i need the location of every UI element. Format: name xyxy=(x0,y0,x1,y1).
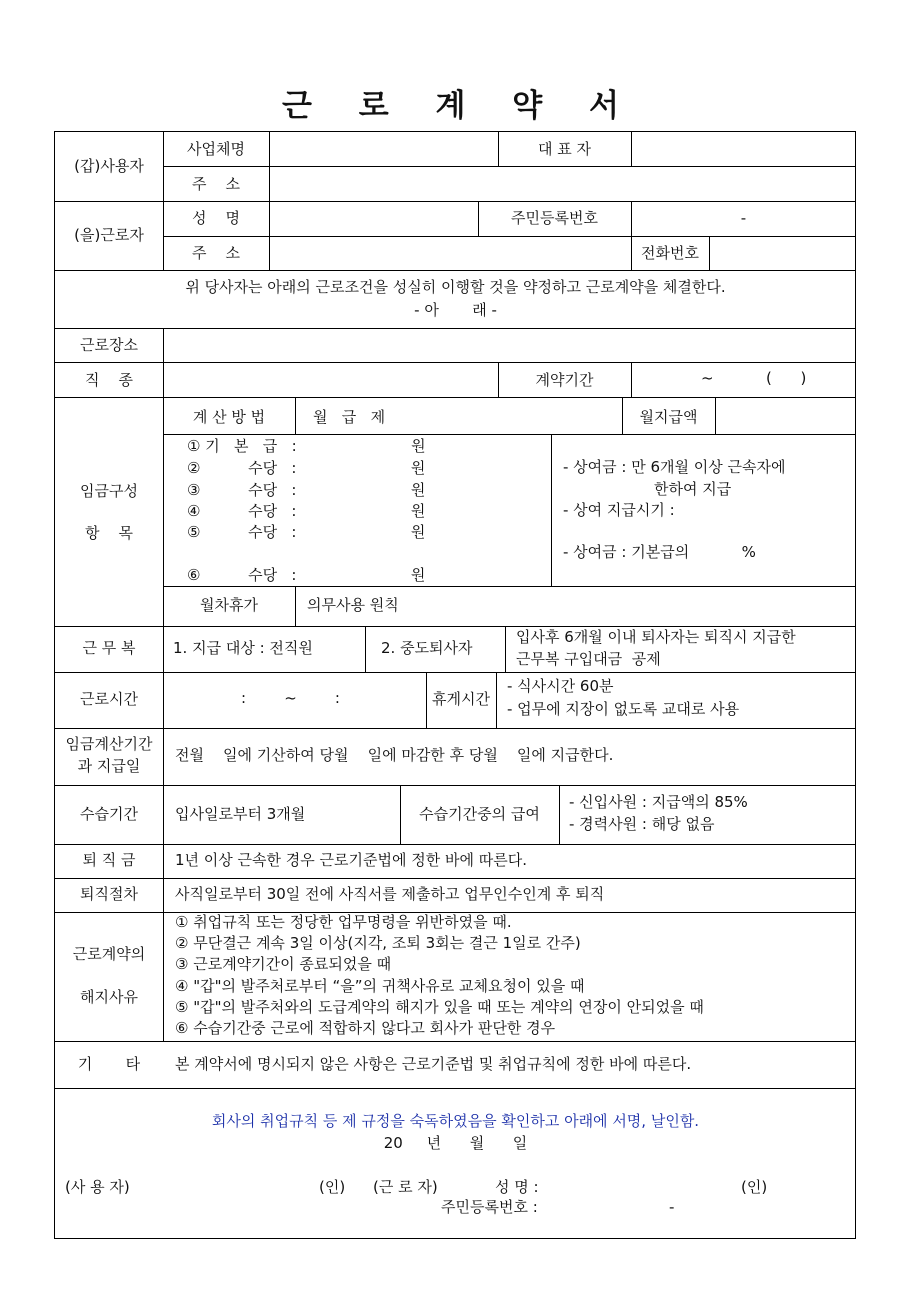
other-label: 기 타 xyxy=(77,1055,141,1073)
pay-period-value[interactable]: 전월 일에 기산하여 당월 일에 마감한 후 당월 일에 지급한다. xyxy=(175,746,614,764)
confirm-statement: 회사의 취업규칙 등 제 규정을 숙독하였음을 확인하고 아래에 서명, 날인함. xyxy=(211,1112,700,1130)
uniform-note-1: 입사후 6개월 이내 퇴사자는 퇴직시 지급한 xyxy=(516,628,796,646)
termination-item: ③ 근로계약기간이 종료되었을 때 xyxy=(175,955,392,973)
sign-date[interactable]: 20 년 월 일 xyxy=(383,1134,528,1152)
resign-value: 사직일로부터 30일 전에 사직서를 제출하고 업무인수인계 후 퇴직 xyxy=(175,885,605,903)
break-line: - 업무에 지장이 없도록 교대로 사용 xyxy=(507,700,740,718)
calc-method-label: 계 산 방 법 xyxy=(192,408,266,426)
calc-method-value: 월 급 제 xyxy=(313,408,386,426)
monthly-pay-label: 월지급액 xyxy=(639,408,698,426)
ceo-label: 대 표 자 xyxy=(537,140,591,158)
employee-name-label: 성 명 xyxy=(191,209,241,227)
phone-label: 전화번호 xyxy=(641,244,699,262)
probation-pay-line: - 신입사원 : 지급액의 85% xyxy=(569,793,748,811)
uniform-note-2: 근무복 구입대금 공제 xyxy=(516,650,661,668)
uniform-item-2: 2. 중도퇴사자 xyxy=(381,639,473,657)
termination-item: ⑥ 수습기간중 근로에 적합하지 않다고 회사가 판단한 경우 xyxy=(175,1019,556,1037)
monthly-pay-field[interactable] xyxy=(715,400,856,432)
probation-value: 입사일로부터 3개월 xyxy=(175,805,306,823)
wage-item: ⑥ 수당 : 원 xyxy=(187,566,426,584)
severance-label: 퇴 직 금 xyxy=(82,851,136,869)
termination-label-2: 해지사유 xyxy=(80,988,138,1006)
wage-label-2: 항 목 xyxy=(84,524,134,542)
employer-sign-label: (사 용 자) xyxy=(65,1178,130,1196)
company-name-label: 사업체명 xyxy=(187,140,245,158)
other-value: 본 계약서에 명시되지 않은 사항은 근로기준법 및 취업규칙에 정한 바에 따른다. xyxy=(175,1055,692,1073)
termination-item: ① 취업규칙 또는 정당한 업무명령을 위반하였을 때. xyxy=(175,913,512,931)
wage-item: ⑤ 수당 : 원 xyxy=(187,523,426,541)
leave-label: 월차휴가 xyxy=(200,596,258,614)
termination-label-1: 근로계약의 xyxy=(72,945,146,963)
bonus-line: - 상여금 : 만 6개월 이상 근속자에 xyxy=(563,458,786,476)
job-label: 직 종 xyxy=(84,371,134,389)
wage-label-1: 임금구성 xyxy=(80,482,138,500)
bonus-line: - 상여금 : 기본급의 % xyxy=(563,543,756,561)
rrn-label: 주민등록번호 xyxy=(511,209,598,227)
wage-item: ② 수당 : 원 xyxy=(187,459,426,477)
employee-name-sign-label: 성 명 : xyxy=(495,1178,539,1196)
probation-label: 수습기간 xyxy=(80,805,138,823)
pay-period-label-1: 임금계산기간 xyxy=(65,735,153,753)
termination-item: ⑤ "갑"의 발주처와의 도급계약의 해지가 있을 때 또는 계약의 연장이 안되었을 때 xyxy=(175,998,704,1016)
bonus-line: 한하여 지급 xyxy=(654,480,732,498)
employee-address-field[interactable] xyxy=(269,238,631,268)
workplace-label: 근로장소 xyxy=(80,336,138,354)
work-hours-label: 근로시간 xyxy=(80,690,138,708)
employee-sign-label: (근 로 자) xyxy=(373,1178,438,1196)
wage-item: ④ 수당 : 원 xyxy=(187,502,426,520)
employer-seal[interactable]: (인) xyxy=(319,1178,346,1196)
termination-item: ② 무단결근 계속 3일 이상(지각, 조퇴 3회는 결근 1일로 간주) xyxy=(175,934,581,952)
rrn-field[interactable]: - xyxy=(740,209,747,227)
wage-item: ③ 수당 : 원 xyxy=(187,481,426,499)
resign-label: 퇴직절차 xyxy=(80,885,138,903)
company-name-field[interactable] xyxy=(269,134,498,164)
job-field[interactable] xyxy=(163,364,498,394)
break-line: - 식사시간 60분 xyxy=(507,677,614,695)
phone-field[interactable] xyxy=(709,238,856,268)
work-hours-field[interactable]: : ~ : xyxy=(241,689,340,707)
ceo-field[interactable] xyxy=(631,134,856,164)
contract-period-field[interactable]: ~ ( ) xyxy=(701,369,807,387)
contract-form xyxy=(54,131,856,1239)
severance-value: 1년 이상 근속한 경우 근로기준법에 정한 바에 따른다. xyxy=(175,851,527,869)
employee-seal[interactable]: (인) xyxy=(741,1178,768,1196)
bonus-line: - 상여 지급시기 : xyxy=(563,501,675,519)
wage-item: ① 기 본 급 : 원 xyxy=(187,437,426,455)
probation-pay-line: - 경력사원 : 해당 없음 xyxy=(569,815,715,833)
employee-section-label: (을)근로자 xyxy=(74,226,144,244)
employee-name-field[interactable] xyxy=(269,203,478,233)
termination-item: ④ "갑"의 발주처로부터 “을”의 귀책사유로 교체요청이 있을 때 xyxy=(175,977,585,995)
employee-rrn-dash[interactable]: - xyxy=(669,1198,675,1216)
intro-heading: - 아 래 - xyxy=(414,301,497,319)
employee-address-label: 주 소 xyxy=(191,244,241,262)
break-time-label: 휴게시간 xyxy=(432,690,490,708)
document-title: 근 로 계 약 서 xyxy=(282,88,637,124)
employee-rrn-sign-label: 주민등록번호 : xyxy=(441,1198,538,1216)
leave-value: 의무사용 원칙 xyxy=(307,596,399,614)
uniform-item-1: 1. 지급 대상 : 전직원 xyxy=(173,639,313,657)
uniform-label: 근 무 복 xyxy=(82,639,136,657)
employer-address-label: 주 소 xyxy=(191,175,241,193)
employer-address-field[interactable] xyxy=(269,169,856,199)
intro-line: 위 당사자는 아래의 근로조건을 성실히 이행할 것을 약정하고 근로계약을 체결한다. xyxy=(185,278,726,296)
contract-period-label: 계약기간 xyxy=(535,371,594,389)
employer-section-label: (갑)사용자 xyxy=(74,157,144,175)
pay-period-label-2: 과 지급일 xyxy=(77,757,141,775)
workplace-field[interactable] xyxy=(163,330,856,360)
probation-pay-label: 수습기간중의 급여 xyxy=(419,805,540,823)
